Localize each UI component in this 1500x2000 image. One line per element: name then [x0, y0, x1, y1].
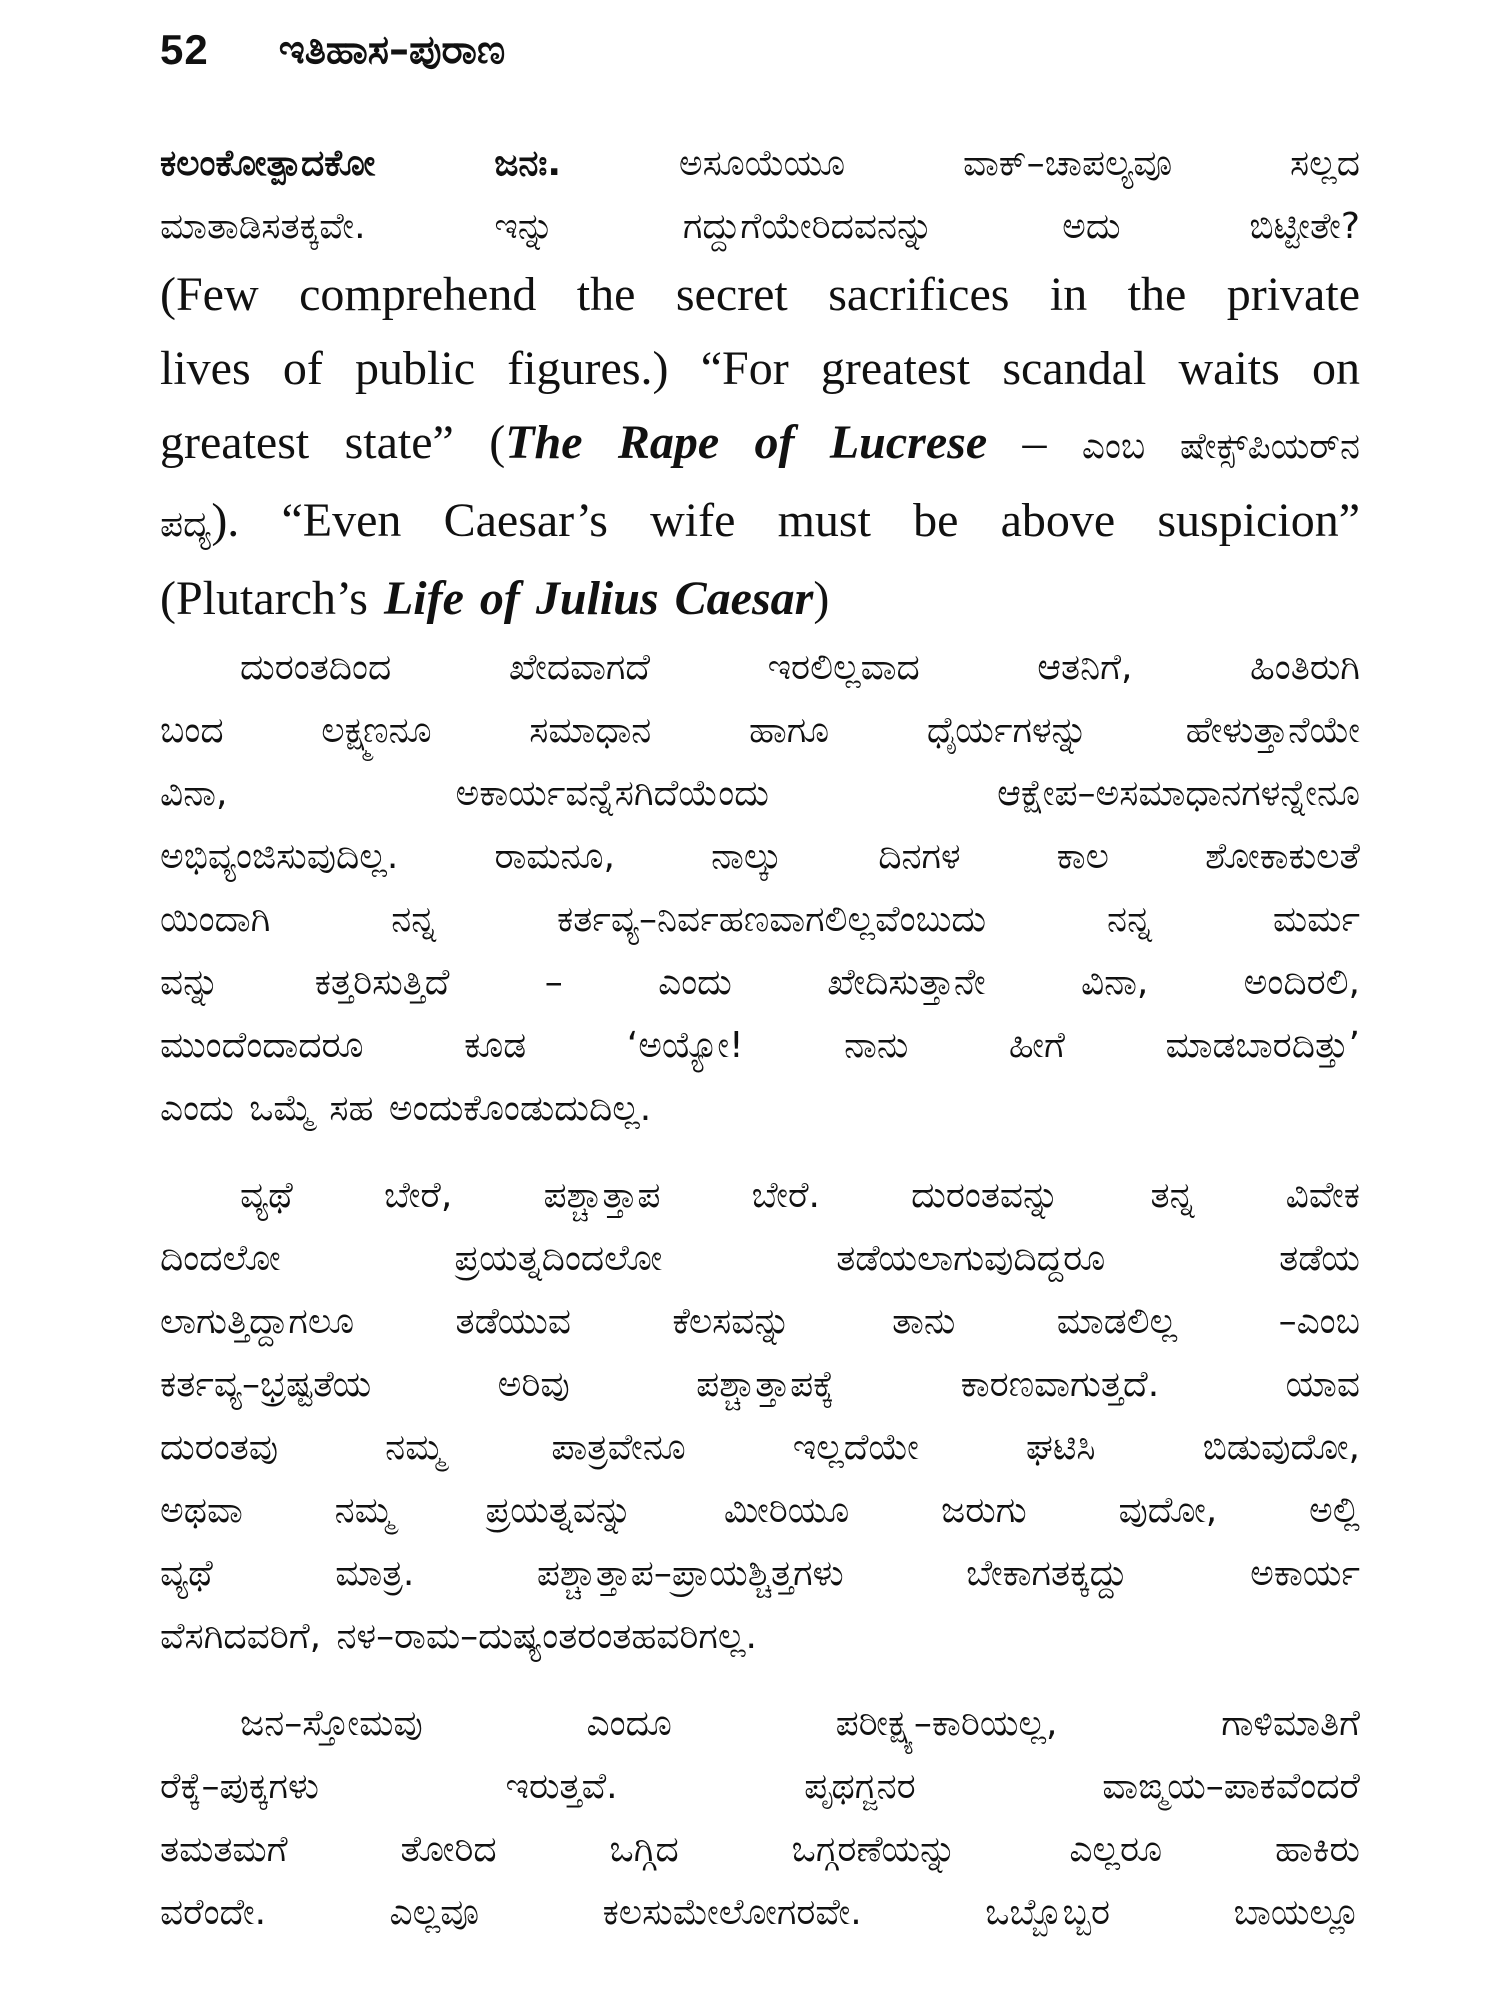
text-line: ಜನ–ಸ್ತೋಮವು ಎಂದೂ ಪರೀಕ್ಷ್ಯ–ಕಾರಿಯಲ್ಲ, ಗಾಳಿಮಾತಿಗೆ: [240, 1703, 1360, 1744]
work-title: The Rape of Lucrese: [505, 416, 988, 469]
english-line: [160, 562, 1360, 636]
text-span: ಪದ್ಯ: [160, 504, 212, 545]
text-line: ವ್ಯಥೆ ಮಾತ್ರ. ಪಶ್ಚಾತ್ತಾಪ–ಪ್ರಾಯಶ್ಚಿತ್ತಗಳು ಬೇಕಾಗತಕ್ಕದ್ದು ಅಕಾರ್ಯ: [160, 1553, 1360, 1594]
text-line: ವನ್ನು ಕತ್ತರಿಸುತ್ತಿದೆ – ಎಂದು ಖೇದಿಸುತ್ತಾನೇ ವಿನಾ, ಅಂದಿರಲಿ,: [160, 962, 1360, 1003]
text-line: ದುರಂತದಿಂದ ಖೇದವಾಗದೆ ಇರಲಿಲ್ಲವಾದ ಆತನಿಗೆ, ಹಿಂತಿರುಗಿ: [240, 647, 1360, 688]
text-line: ಕರ್ತವ್ಯ–ಭ್ರಷ್ಟತೆಯ ಅರಿವು ಪಶ್ಚಾತ್ತಾಪಕ್ಕೆ ಕಾರಣವಾಗುತ್ತದೆ. ಯಾವ: [160, 1364, 1360, 1405]
sanskrit-phrase: ಕಲಂಕೋತ್ಪಾದಕೋ ಜನಃ.: [160, 143, 562, 184]
text-span: ): [813, 572, 830, 625]
text-line: ಲಾಗುತ್ತಿದ್ದಾಗಲೂ ತಡೆಯುವ ಕೆಲಸವನ್ನು ತಾನು ಮಾಡಲಿಲ್ಲ –ಎಂಬ: [160, 1301, 1360, 1342]
text-line: ಯಿಂದಾಗಿ ನನ್ನ ಕರ್ತವ್ಯ–ನಿರ್ವಹಣವಾಗಲಿಲ್ಲವೆಂಬುದು ನನ್ನ ಮರ್ಮ: [160, 899, 1360, 940]
text-line: ಅಭಿವ್ಯಂಜಿಸುವುದಿಲ್ಲ. ರಾಮನೂ, ನಾಲ್ಕು ದಿನಗಳ ಕಾಲ ಶೋಕಾಕುಲತೆ: [160, 836, 1360, 877]
text-line: ವಿನಾ, ಅಕಾರ್ಯವನ್ನೆಸಗಿದೆಯೆಂದು ಆಕ್ಷೇಪ–ಅಸಮಾಧಾನಗಳನ್ನೇನೂ: [160, 773, 1360, 814]
book-page: [160, 20, 1360, 1980]
text-line: ಎಂದು ಒಮ್ಮೆ ಸಹ ಅಂದುಕೊಂಡುದುದಿಲ್ಲ.: [160, 1088, 652, 1129]
paragraph-4: [160, 1692, 1360, 1944]
text-line: ವ್ಯಥೆ ಬೇರೆ, ಪಶ್ಚಾತ್ತಾಪ ಬೇರೆ. ದುರಂತವನ್ನು ತನ್ನ ವಿವೇಕ: [240, 1175, 1360, 1216]
text-span: (Plutarch’s: [160, 572, 384, 625]
paragraph-3: [160, 1164, 1360, 1668]
paragraph-1: [160, 132, 1360, 636]
english-line: [160, 406, 1360, 484]
text-line: ರೆಕ್ಕೆ–ಪುಕ್ಕಗಳು ಇರುತ್ತವೆ. ಪೃಥಗ್ಜನರ ವಾಙ್ಮಯ–ಪಾಕವೆಂದರೆ: [160, 1766, 1360, 1807]
text-span: ಎಂಬ ಷೇಕ್ಸ್‌ಪಿಯರ್‌ನ: [1081, 426, 1361, 467]
text-span: –: [987, 416, 1082, 469]
running-title: ಇತಿಹಾಸ–ಪುರಾಣ: [278, 27, 506, 73]
text-line: ಅಥವಾ ನಮ್ಮ ಪ್ರಯತ್ನವನ್ನು ಮೀರಿಯೂ ಜರುಗು ವುದೋ, ಅಲ್ಲಿ: [160, 1490, 1360, 1531]
paragraph-2: [160, 636, 1360, 1140]
text-line: ಮಾತಾಡಿಸತಕ್ಕವೇ. ಇನ್ನು ಗದ್ದುಗೆಯೇರಿದವನನ್ನು ಅದು ಬಿಟ್ಟೀತೇ?: [160, 206, 1360, 247]
english-line: lives of public figures.) “For greatest scandal waits on: [160, 342, 1360, 395]
text-line: ವರೆಂದೇ. ಎಲ್ಲವೂ ಕಲಸುಮೇಲೋಗರವೇ. ಒಬ್ಬೊಬ್ಬರ ಬಾಯಲ್ಲೂ: [160, 1892, 1360, 1933]
page-header: [160, 20, 505, 80]
text-line: ದುರಂತವು ನಮ್ಮ ಪಾತ್ರವೇನೂ ಇಲ್ಲದೆಯೇ ಘಟಿಸಿ ಬಿಡುವುದೋ,: [160, 1427, 1360, 1468]
english-line: [160, 484, 1360, 562]
text-line: [160, 132, 1360, 195]
work-title: Life of Julius Caesar: [383, 572, 814, 625]
text-line: ಬಂದ ಲಕ್ಷ್ಮಣನೂ ಸಮಾಧಾನ ಹಾಗೂ ಧೈರ್ಯಗಳನ್ನು ಹೇಳುತ್ತಾನೆಯೇ: [160, 710, 1360, 751]
text-line: ತಮತಮಗೆ ತೋರಿದ ಒಗ್ಗಿದ ಒಗ್ಗರಣೆಯನ್ನು ಎಲ್ಲರೂ ಹಾಕಿರು: [160, 1829, 1360, 1870]
text-line: ವೆಸಗಿದವರಿಗೆ, ನಳ–ರಾಮ–ದುಷ್ಯಂತರಂತಹವರಿಗಲ್ಲ.: [160, 1616, 757, 1657]
text-line: ಮುಂದೆಂದಾದರೂ ಕೂಡ ‘ಅಯ್ಯೋ! ನಾನು ಹೀಗೆ ಮಾಡಬಾರದಿತ್ತು’: [160, 1025, 1360, 1066]
english-line: (Few comprehend the secret sacrifices in the private: [160, 268, 1360, 321]
text-line: ದಿಂದಲೋ ಪ್ರಯತ್ನದಿಂದಲೋ ತಡೆಯಲಾಗುವುದಿದ್ದರೂ ತಡೆಯ: [160, 1238, 1360, 1279]
page-text: [160, 132, 1360, 1944]
text-span: ). “Even Caesar’s wife must be above suspicion”: [211, 494, 1360, 547]
text-span: greatest state” (: [160, 416, 506, 469]
text-span: ಅಸೂಯೆಯೂ ವಾಕ್–ಚಾಪಲ್ಯವೂ ಸಲ್ಲದ: [561, 143, 1360, 184]
page-number: 52: [160, 26, 209, 73]
